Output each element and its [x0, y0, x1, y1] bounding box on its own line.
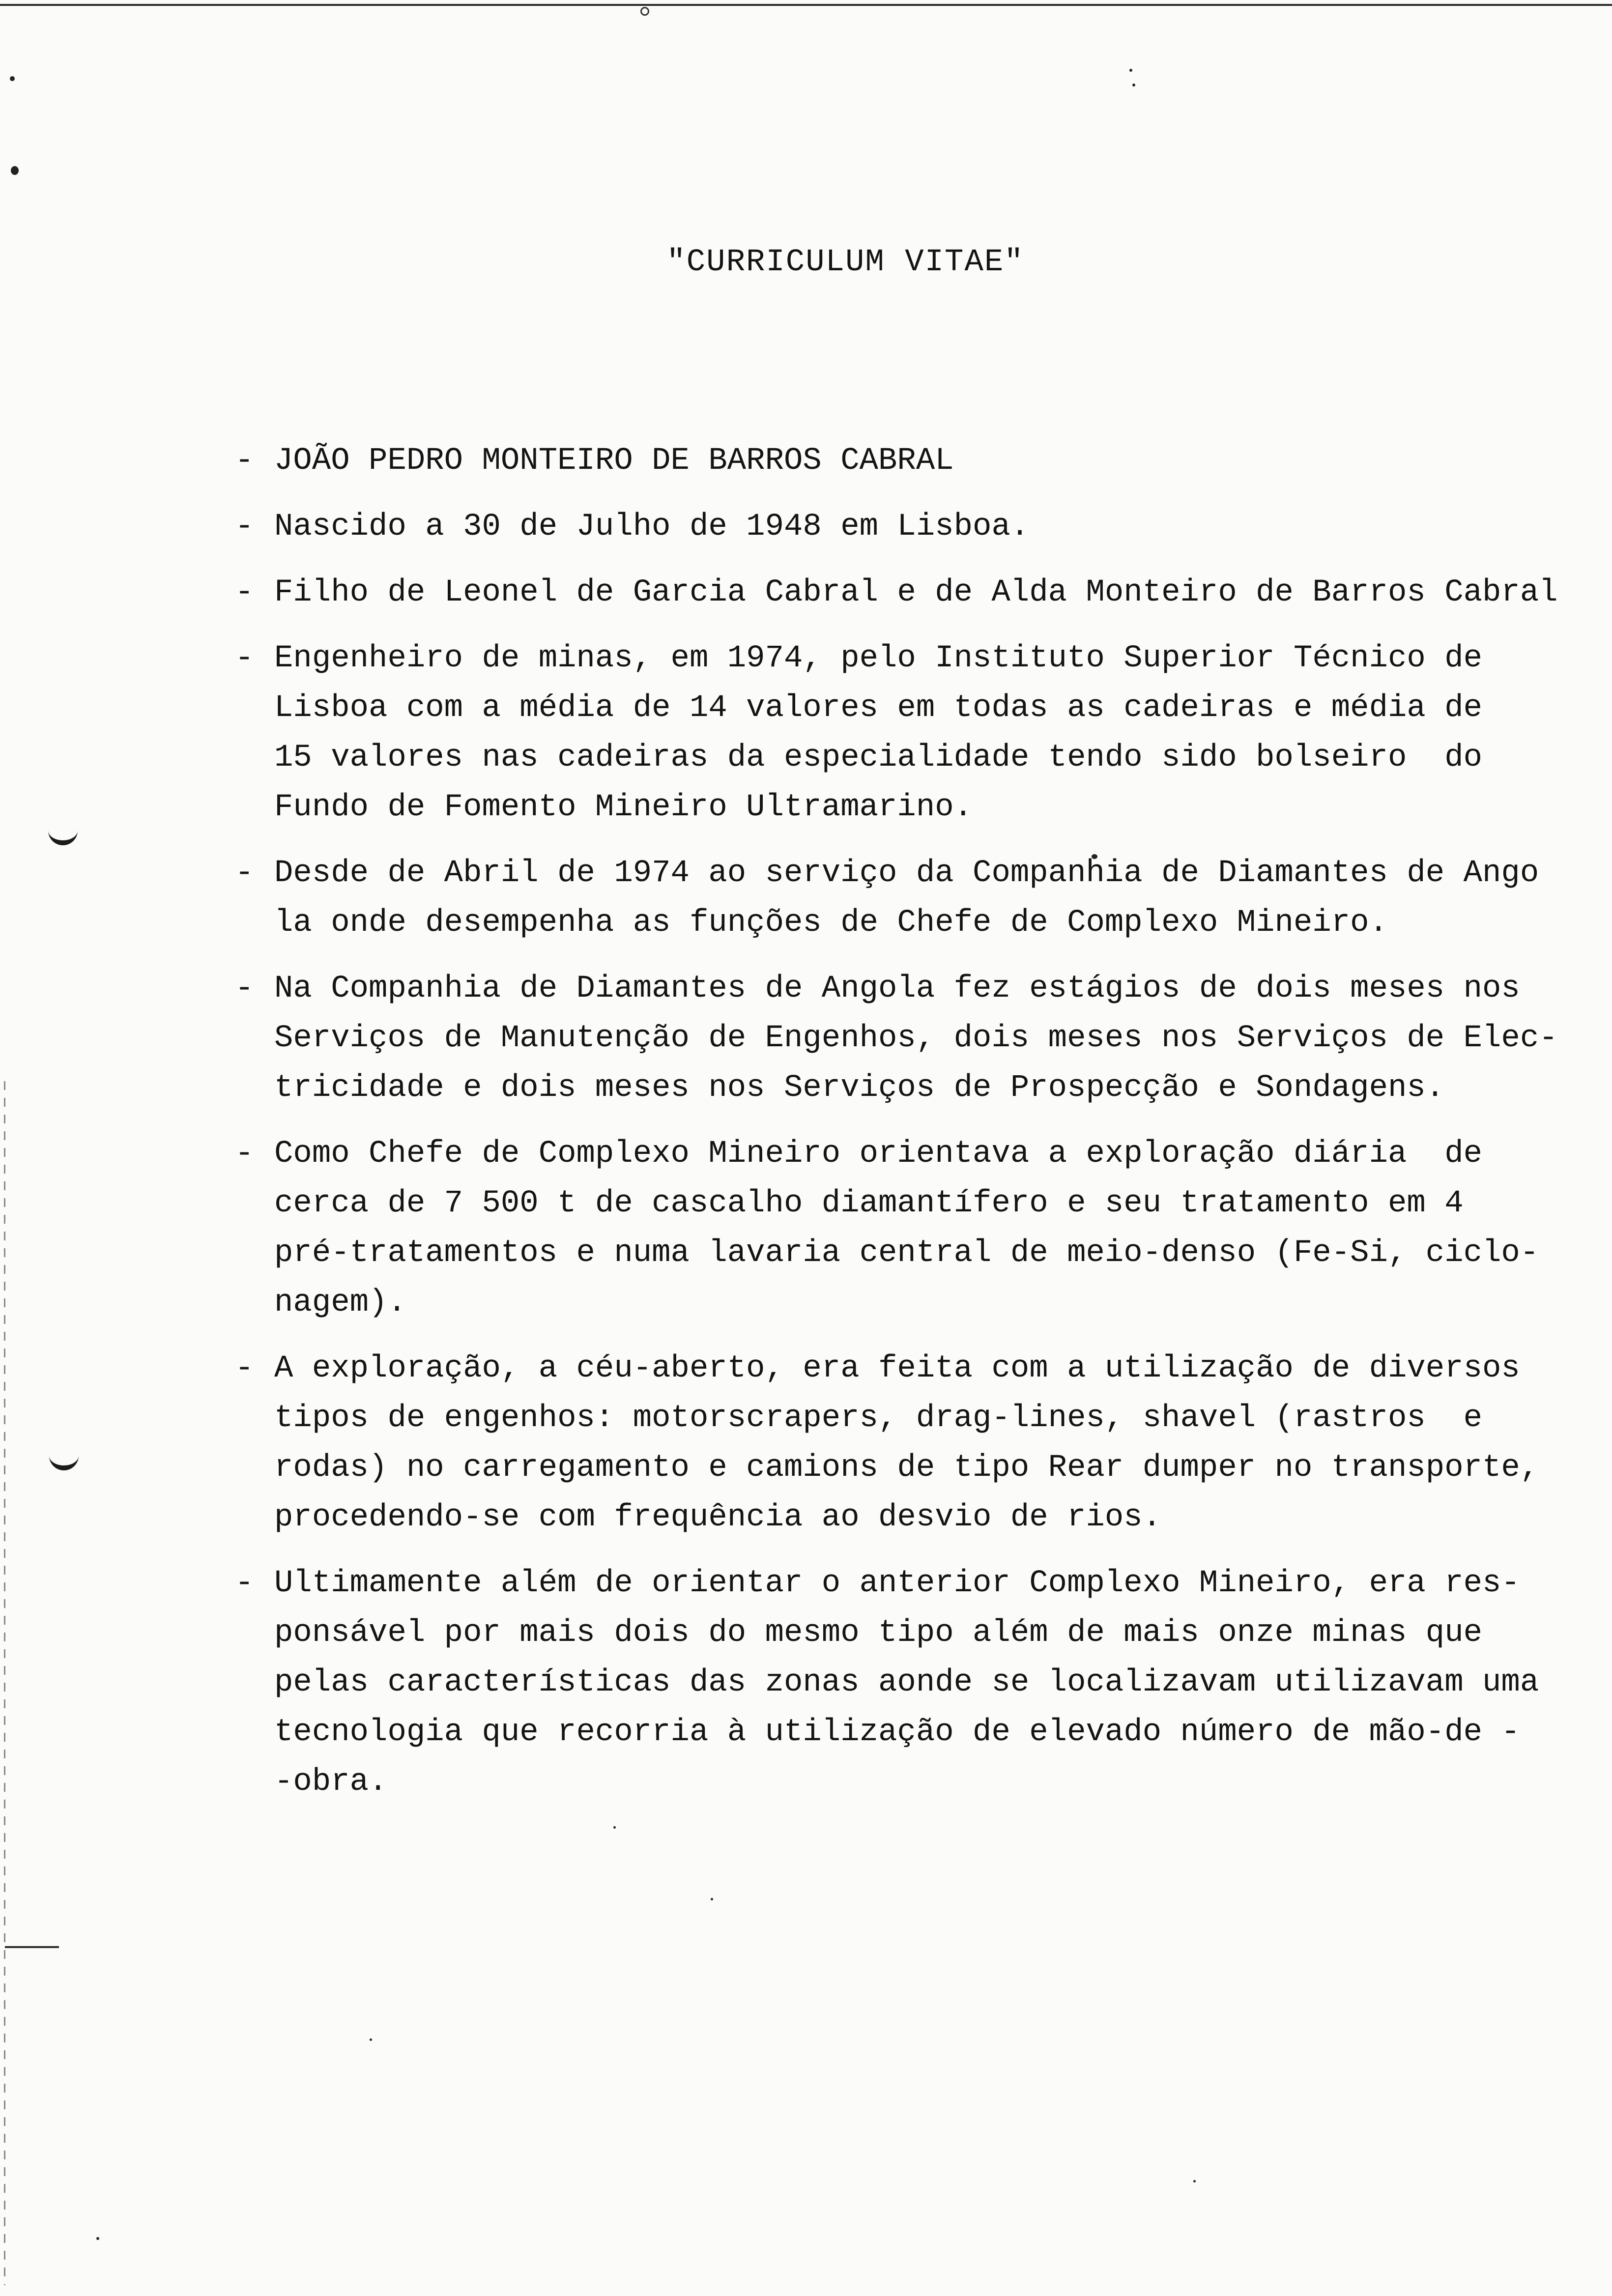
- text-line: A exploração, a céu-aberto, era feita com a utilização de diversos: [274, 1351, 1520, 1386]
- text-line: tricidade e dois meses nos Serviços de Prospecção e Sondagens.: [274, 1070, 1445, 1106]
- text-line: la onde desempenha as funções de Chefe de Complexo Mineiro.: [274, 905, 1388, 941]
- text-line: rodas) no carregamento e camions de tipo Rear dumper no transporte,: [274, 1450, 1539, 1486]
- text-line: nagem).: [274, 1285, 406, 1320]
- text-line: Nascido a 30 de Julho de 1948 em Lisboa.: [274, 509, 1030, 545]
- binder-hole-mark: [48, 830, 78, 845]
- scan-circle-mark: [640, 7, 649, 16]
- text-line: Como Chefe de Complexo Mineiro orientava a exploração diária de: [274, 1136, 1482, 1172]
- scan-speck: [96, 2237, 99, 2240]
- cv-entry-text: [274, 436, 1606, 486]
- text-line: 15 valores nas cadeiras da especialidade tendo sido bolseiro do: [274, 740, 1482, 775]
- text-line: Fundo de Fomento Mineiro Ultramarino.: [274, 790, 973, 825]
- text-line: JOÃO PEDRO MONTEIRO DE BARROS CABRAL: [274, 443, 954, 479]
- scan-speck: [711, 1898, 713, 1900]
- scan-edge-line: [5, 1946, 59, 1948]
- bullet-dash: -: [235, 443, 254, 479]
- bullet-dash: -: [235, 856, 254, 891]
- bullet-dash: -: [235, 1136, 254, 1172]
- cv-entry-text: [274, 1129, 1606, 1328]
- cv-entry-text: [274, 634, 1606, 832]
- cv-entry: [235, 634, 1606, 832]
- cv-entry: [235, 964, 1606, 1113]
- text-line: pelas características das zonas aonde se localizavam utilizavam uma: [274, 1665, 1539, 1700]
- text-line: Serviços de Manutenção de Engenhos, dois meses nos Serviços de Elec-: [274, 1021, 1558, 1056]
- text-line: pré-tratamentos e numa lavaria central de meio-denso (Fe-Si, ciclo-: [274, 1235, 1539, 1271]
- cv-entry: [235, 1129, 1606, 1328]
- cv-entry-text: [274, 502, 1606, 552]
- text-line: Ultimamente além de orientar o anterior Complexo Mineiro, era res-: [274, 1566, 1520, 1601]
- cv-entry-text: [274, 1559, 1606, 1807]
- bullet-dash: -: [235, 509, 254, 545]
- text-line: ponsável por mais dois do mesmo tipo além de mais onze minas que: [274, 1615, 1482, 1651]
- bullet-dash: -: [235, 575, 254, 610]
- cv-entry: [235, 1344, 1606, 1543]
- cv-entry: [235, 436, 1606, 486]
- scan-speck: [370, 2038, 372, 2041]
- text-line: procedendo-se com frequência ao desvio de rios.: [274, 1500, 1162, 1535]
- text-line: Filho de Leonel de Garcia Cabral e de Alda Monteiro de Barros Cabral: [274, 575, 1558, 610]
- cv-entry: [235, 1559, 1606, 1807]
- text-line: tecnologia que recorria à utilização de elevado número de mão-de -: [274, 1715, 1520, 1750]
- scan-speck: [1193, 2180, 1196, 2182]
- text-line: Engenheiro de minas, em 1974, pelo Instituto Superior Técnico de: [274, 641, 1482, 676]
- scan-speck: [1129, 69, 1132, 72]
- cv-entry-text: [274, 849, 1606, 948]
- cv-entries: [235, 436, 1606, 1823]
- text-line: Na Companhia de Diamantes de Angola fez estágios de dois meses nos: [274, 971, 1520, 1006]
- bullet-dash: -: [235, 1351, 254, 1386]
- scan-speck: [1132, 84, 1135, 86]
- binder-hole-mark: [49, 1455, 79, 1470]
- bullet-dash: -: [235, 971, 254, 1006]
- text-line: Desde de Abril de 1974 ao serviço da Companhia de Diamantes de Ango: [274, 856, 1539, 891]
- cv-entry-text: [274, 964, 1606, 1113]
- document-title: "CURRICULUM VITAE": [666, 245, 1024, 280]
- scan-speck: [613, 1826, 616, 1829]
- scan-speck: [11, 166, 19, 175]
- cv-entry-text: [274, 568, 1606, 618]
- cv-entry: [235, 568, 1606, 618]
- cv-entry: [235, 502, 1606, 552]
- text-line: tipos de engenhos: motorscrapers, drag-lines, shavel (rastros e: [274, 1401, 1482, 1436]
- cv-entry-text: [274, 1344, 1606, 1543]
- text-line: -obra.: [274, 1764, 388, 1800]
- scan-speck: [10, 76, 15, 81]
- scan-top-edge: [0, 4, 1612, 6]
- text-line: cerca de 7 500 t de cascalho diamantífero e seu tratamento em 4: [274, 1186, 1464, 1221]
- bullet-dash: -: [235, 641, 254, 676]
- cv-entry: [235, 849, 1606, 948]
- text-line: Lisboa com a média de 14 valores em todas as cadeiras e média de: [274, 690, 1482, 726]
- bullet-dash: -: [235, 1566, 254, 1601]
- scan-left-edge: [4, 1081, 5, 2285]
